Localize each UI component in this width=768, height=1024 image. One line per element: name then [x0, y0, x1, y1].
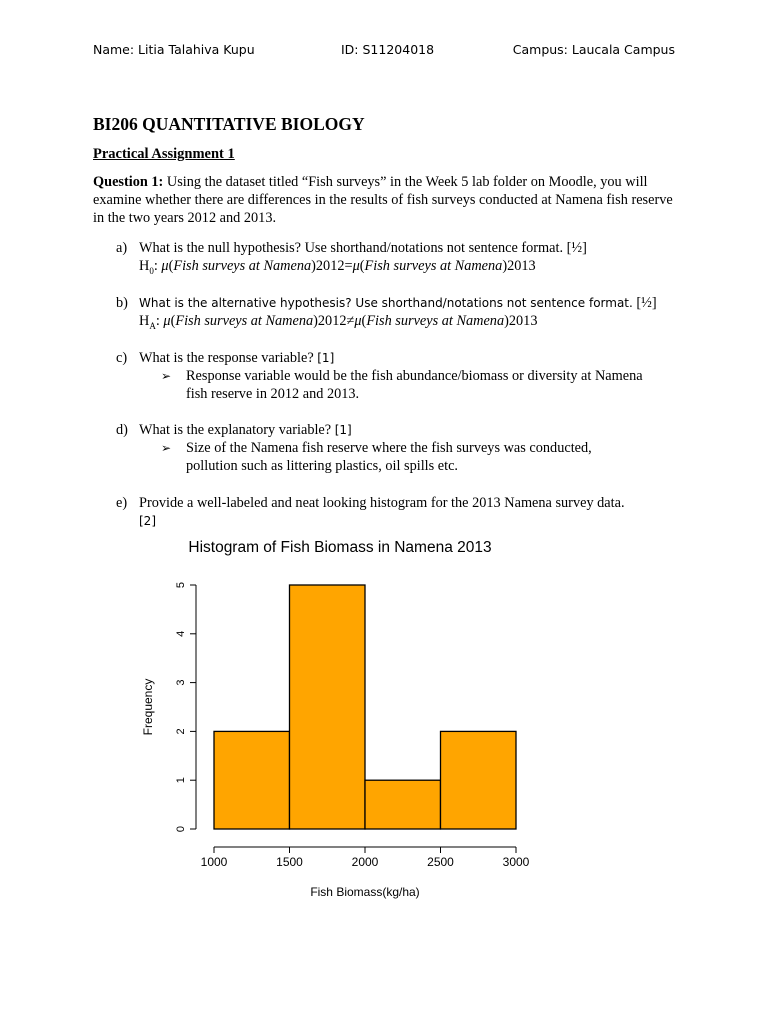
question-1-label: Question 1:	[93, 174, 164, 190]
chart-y-label: Frequency	[141, 678, 155, 736]
item-a-question: What is the null hypothesis? Use shorthand/notations not sentence format. [½]	[139, 240, 587, 256]
chart-x-axis	[201, 847, 530, 869]
question-1-text: Using the dataset titled “Fish surveys” in the Week 5 lab folder on Moodle, you will examine whether there are differences in the results of fish surveys conducted at Namena fish reserve in the two years 2012 and 2013.	[93, 174, 673, 226]
item-b-mark: [½]	[636, 295, 657, 311]
h0-symbol: $H_0$:	[139, 258, 158, 276]
item-e-question: Provide a well-labeled and neat looking histogram for the 2013 Namena survey data.	[139, 495, 625, 511]
item-d-mark: [1]	[334, 423, 352, 437]
item-c-label: c)	[116, 350, 128, 366]
item-b-question: What is the alternative hypothesis? Use shorthand/notations not sentence format.	[139, 296, 633, 310]
y-tick-label: 3	[175, 679, 187, 686]
x-tick-label: 1000	[200, 855, 228, 869]
item-c-mark: [1]	[317, 351, 335, 365]
campus: Campus: Laucala Campus	[512, 42, 675, 57]
histogram-bar	[214, 731, 290, 829]
x-tick-label: 1500	[276, 855, 303, 869]
alternative-hypothesis: $H_A$: μ(Fish surveys at Namena)2012≠μ(Fish surveys at Namena)2013	[139, 313, 538, 331]
item-d-answer-text: Size of the Namena fish reserve where the fish surveys was conducted, pollution such as littering plastics, oil spills etc.	[186, 440, 592, 474]
item-c-answer-text: Response variable would be the fish abundance/biomass or diversity at Namena fish reserve in 2012 and 2013.	[186, 368, 643, 402]
page-header	[93, 42, 675, 62]
y-tick-label: 4	[175, 630, 187, 637]
student-name: Name: Litia Talahiva Kupu	[93, 42, 255, 57]
item-a-label: a)	[116, 240, 128, 256]
histogram-chart	[130, 530, 550, 910]
histogram-bar	[441, 731, 517, 829]
y-tick-label: 5	[175, 581, 187, 589]
chart-y-axis	[175, 582, 196, 832]
bullet-arrow-icon: ➢	[161, 441, 172, 455]
item-d-question: What is the explanatory variable?	[139, 422, 332, 438]
student-id: ID: S11204018	[341, 42, 435, 57]
y-tick-label: 1	[175, 777, 187, 784]
chart-x-label: Fish Biomass(kg/ha)	[310, 885, 420, 899]
x-tick-label: 3000	[502, 855, 530, 869]
y-tick-label: 0	[175, 825, 187, 833]
course-title: BI206 QUANTITATIVE BIOLOGY	[93, 114, 365, 134]
ha-symbol: $H_A$:	[139, 313, 160, 331]
chart-title: Histogram of Fish Biomass in Namena 2013	[188, 539, 492, 556]
y-tick-label: 2	[175, 728, 187, 735]
item-e-label: e)	[116, 495, 128, 511]
bullet-arrow-icon: ➢	[161, 369, 172, 383]
item-b-label: b)	[116, 295, 128, 311]
assignment-subtitle: Practical Assignment 1	[93, 146, 235, 162]
null-hypothesis: $H_0$: μ(Fish surveys at Namena)2012=μ(Fish surveys at Namena)2013	[139, 258, 536, 276]
histogram-bar	[365, 780, 441, 829]
chart-bars	[214, 585, 516, 829]
item-c-question: What is the response variable?	[139, 350, 314, 366]
item-e-mark: [2]	[139, 514, 156, 528]
histogram-bar	[290, 585, 366, 829]
item-d-label: d)	[116, 422, 128, 438]
x-tick-label: 2500	[427, 855, 454, 869]
question-1	[93, 173, 683, 227]
x-tick-label: 2000	[351, 855, 379, 869]
